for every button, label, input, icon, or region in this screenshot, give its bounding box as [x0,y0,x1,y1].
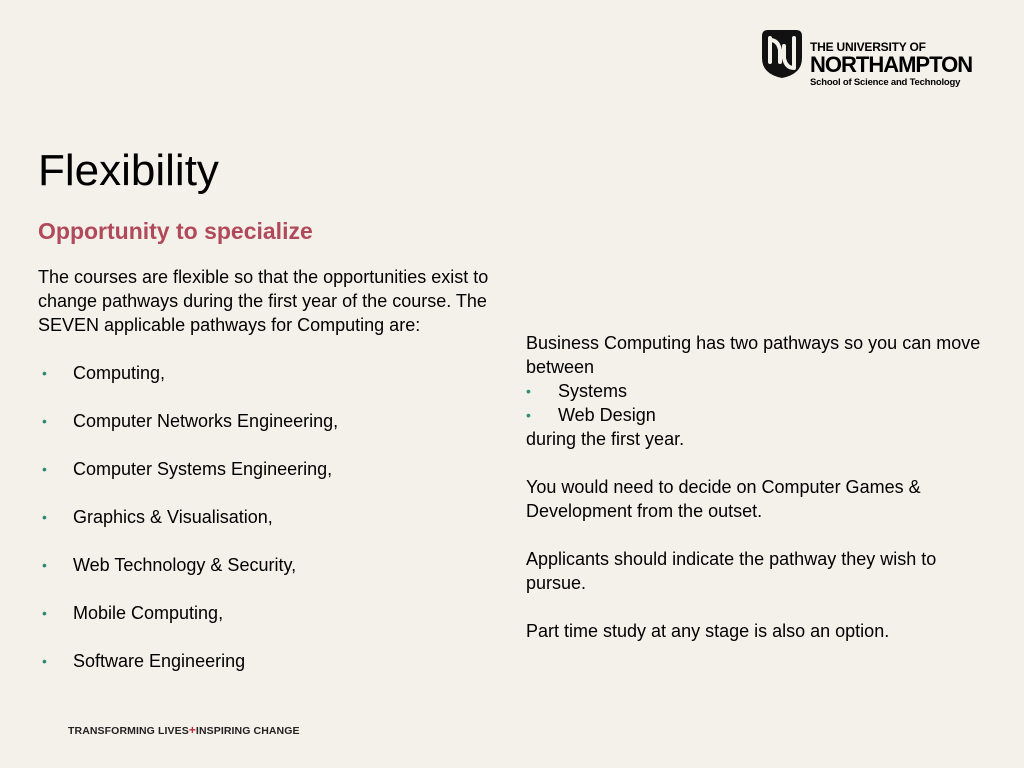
right-column [526,331,996,643]
bullet-icon: • [42,413,47,429]
part-time-note: Part time study at any stage is also an option. [526,621,890,641]
applicants-note: Applicants should indicate the pathway they wish to pursue. [526,549,937,593]
bullet-icon: • [42,461,47,477]
pathway-label: Software Engineering [73,651,246,671]
bullet-icon: • [526,383,531,399]
bullet-icon: • [42,557,47,573]
bullet-icon: • [42,605,47,621]
pathway-list [38,361,508,673]
footer-tagline [68,723,300,737]
bullet-icon: • [526,407,531,423]
slide-subtitle: Opportunity to specialize [38,218,313,244]
pathway-label: Computer Systems Engineering, [73,459,333,479]
list-item [526,403,996,427]
list-item [38,361,508,385]
pathway-label: Web Technology & Security, [73,555,297,575]
business-pathway-list [526,379,996,427]
pathway-label: Graphics & Visualisation, [73,507,273,527]
university-logo [758,28,972,88]
pathway-label: Mobile Computing, [73,603,224,623]
left-column [38,265,508,697]
slide-title: Flexibility [38,146,219,195]
business-intro: Business Computing has two pathways so you can move between [526,333,981,377]
northampton-logo-icon [758,28,806,80]
business-pathway-label: Systems [558,381,628,401]
list-item [38,649,508,673]
list-item [38,409,508,433]
games-note: You would need to decide on Computer Games & Development from the outset. [526,477,921,521]
business-outro: during the first year. [526,429,685,449]
bullet-icon: • [42,509,47,525]
logo-line-name: NORTHAMPTON [810,52,973,77]
intro-paragraph: The courses are flexible so that the opportunities exist to change pathways during the first year of the course. The SEVEN applicable pathways for Computing are: [38,267,489,335]
list-item [38,457,508,481]
list-item [38,601,508,625]
logo-line-school: School of Science and Technology [810,77,961,88]
tagline-part1: TRANSFORMING LIVES [68,725,189,737]
bullet-icon: • [42,653,47,669]
plus-icon: + [188,723,196,737]
pathway-label: Computer Networks Engineering, [73,411,339,431]
pathway-label: Computing, [73,363,166,383]
bullet-icon: • [42,365,47,381]
list-item [38,553,508,577]
tagline-part2: INSPIRING CHANGE [195,725,300,737]
list-item [38,505,508,529]
list-item [526,379,996,403]
logo-line-university: THE UNIVERSITY OF [810,40,926,54]
business-pathway-label: Web Design [558,405,656,425]
